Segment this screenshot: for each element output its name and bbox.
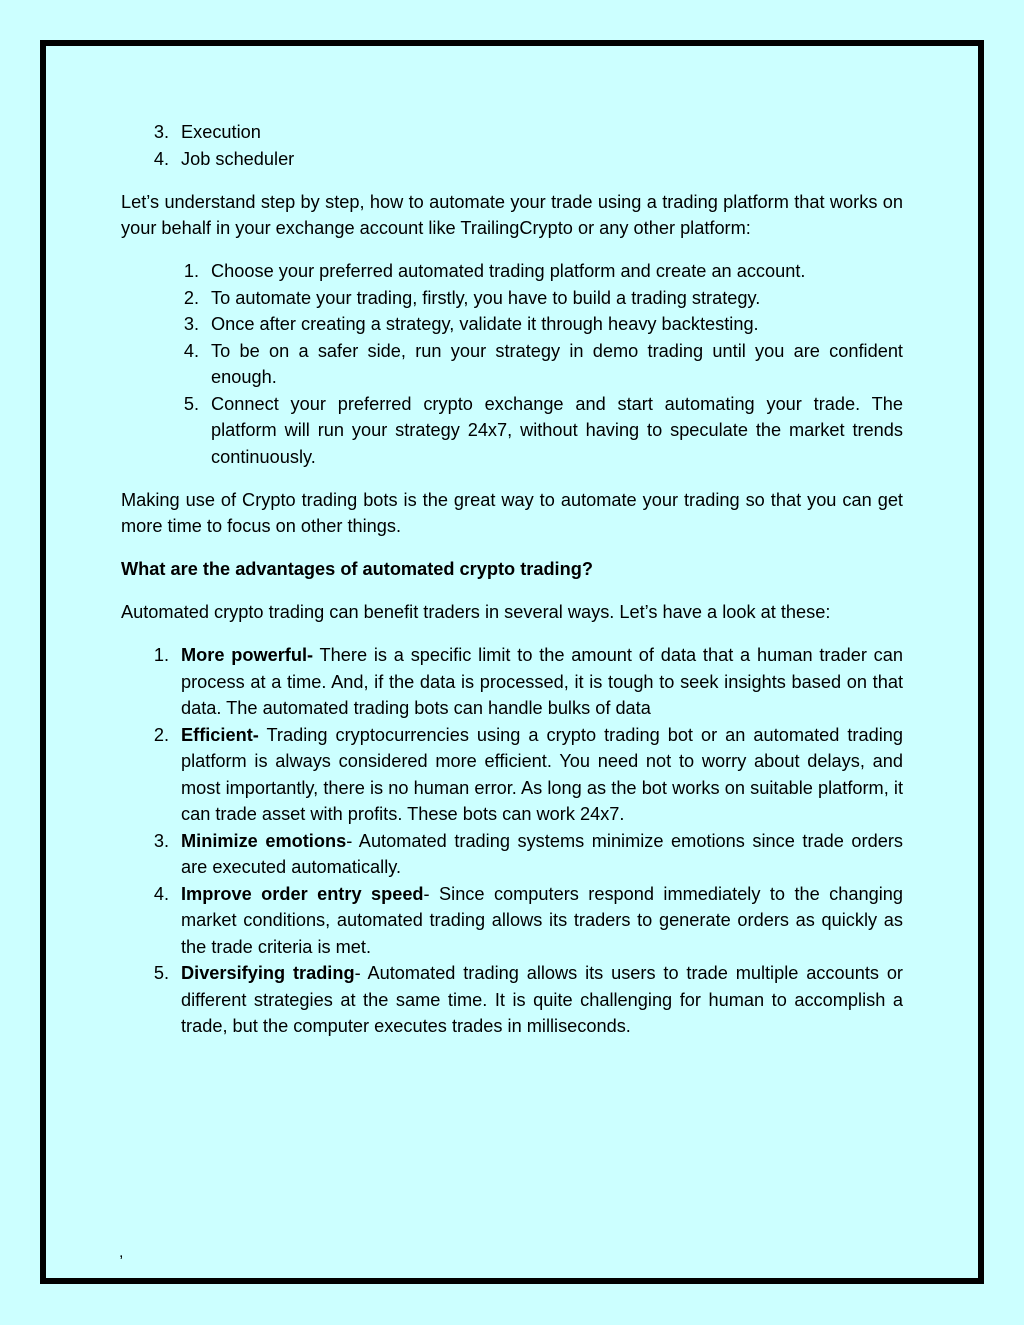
list-item	[121, 642, 903, 722]
advantage-title: Minimize emotions	[181, 830, 347, 851]
list-item	[121, 258, 903, 285]
advantage-text: - Automated trading allows its users to trade multiple accounts or different strategies at the same time. It is quite challenging for human to accomplish a trade, but the computer executes trades in milliseconds.	[181, 963, 903, 1036]
bots-paragraph: Making use of Crypto trading bots is the great way to automate your trading so that you can get more time to focus on other things.	[121, 489, 903, 536]
list-text: Connect your preferred crypto exchange and start automating your trade. The platform will run your strategy 24x7, without having to speculate the market trends continuously.	[211, 393, 903, 467]
list-item	[121, 960, 903, 1040]
list-number: 5.	[183, 393, 199, 414]
list-number: 5.	[153, 963, 169, 983]
list-text: To be on a safer side, run your strategy in demo trading until you are confident enough.	[211, 340, 903, 387]
list-text: Job scheduler	[181, 148, 295, 169]
list-item	[121, 146, 903, 173]
advantage-text: - Automated trading systems minimize emotions since trade orders are executed automatically.	[181, 830, 903, 877]
list-number: 4.	[183, 340, 199, 361]
list-item	[121, 881, 903, 961]
intro-paragraph: Let’s understand step by step, how to automate your trade using a trading platform that works on your behalf in your exchange account like TrailingCrypto or any other platform:	[121, 191, 903, 238]
list-number: 4.	[153, 148, 169, 169]
list-number: 4.	[153, 883, 169, 904]
advantage-title: Diversifying trading	[181, 963, 355, 983]
list-number: 1.	[183, 261, 199, 281]
top-list	[121, 119, 903, 172]
footnote-mark: ,	[119, 1244, 124, 1261]
list-number: 1.	[153, 645, 169, 665]
list-item	[121, 338, 903, 391]
list-number: 2.	[153, 724, 169, 745]
list-text: To automate your trading, firstly, you have to build a trading strategy.	[211, 287, 761, 308]
list-text: Once after creating a strategy, validate it through heavy backtesting.	[211, 314, 759, 334]
advantage-text: There is a specific limit to the amount of data that a human trader can process at a time. And, if the data is processed, it is tough to seek insights based on that data. The automated trading bots can handle bulks of data	[181, 645, 904, 718]
advantage-text: - Since computers respond immediately to the changing market conditions, automated trading allows its traders to generate orders as quickly as the trade criteria is met.	[181, 883, 903, 957]
list-text: Choose your preferred automated trading platform and create an account.	[211, 261, 806, 281]
list-number: 3.	[183, 314, 199, 334]
list-item	[121, 391, 903, 471]
advantage-title: Efficient-	[181, 724, 259, 745]
list-item	[121, 311, 903, 338]
list-text: Execution	[181, 122, 261, 142]
list-item	[121, 285, 903, 312]
steps-list	[121, 258, 903, 470]
advantages-intro: Automated crypto trading can benefit traders in several ways. Let’s have a look at these:	[121, 602, 831, 622]
document-body	[121, 119, 903, 1040]
list-item	[121, 119, 903, 146]
advantage-title: Improve order entry speed	[181, 883, 424, 904]
advantages-list	[121, 642, 903, 1040]
list-item	[121, 722, 903, 828]
advantage-text: Trading cryptocurrencies using a crypto trading bot or an automated trading platform is always considered more efficient. You need not to worry about delays, and most importantly, there is no human error. As long as the bot works on suitable platform, it can trade asset with profits. These bots can work 24x7.	[181, 724, 903, 824]
list-number: 3.	[153, 830, 169, 851]
advantage-title: More powerful-	[181, 645, 314, 665]
list-number: 2.	[183, 287, 199, 308]
section-heading: What are the advantages of automated crypto trading?	[121, 559, 593, 579]
list-number: 3.	[153, 122, 169, 142]
list-item	[121, 828, 903, 881]
